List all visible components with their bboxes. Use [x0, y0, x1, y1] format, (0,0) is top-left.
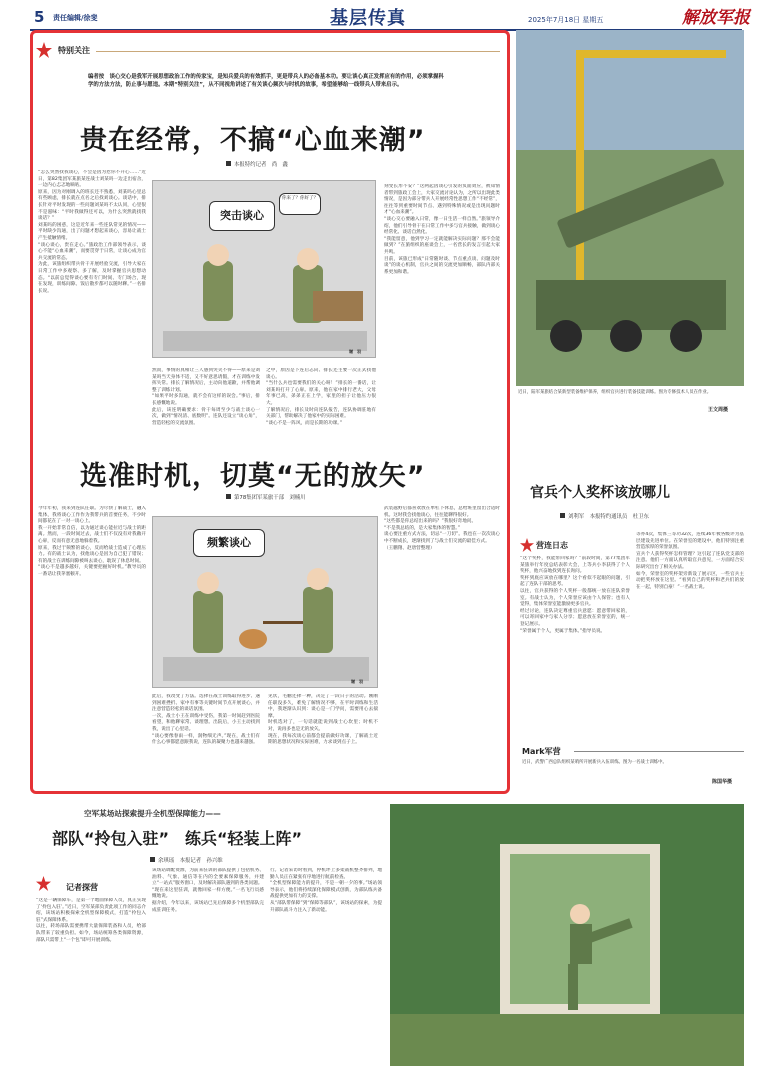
article2-col3: 见状，毛鹏还择一种，决定了一段日子的活动。刚刚任职没多久，难免了解情况不够，在平时训练和生活中，我逐渐认识到：谈心是一门学问，需要用心去揣摩。 时机选对了，一句话就能说到战士心坎里；时机不对，说再多也是无的放矢。 现在，我每次谈心前都会提前做好功课，了解战士近期的思想状况和实际困难，力求谈到点子上。: [268, 694, 378, 746]
article1-headline: 贵在经常，不搞“心血来潮”: [80, 125, 426, 156]
illus-speech-bubble: 突击谈心: [209, 201, 275, 231]
mark-credit: 陈国华摄: [712, 779, 733, 785]
right-article-col1: “这个奖杯，我能带回家吗？”前段时间，第77集团军某旅举行年度总结表彰大会，上等兵小李获得了个人奖杯，他兴奋地找到连长询问。 奖杯到底应该放在哪里？这个看似不起眼的问题，引起了连队干部的思考。 以往，官兵获得的个人奖杯一般都统一放在连队荣誉室。有战士认为，个人荣誉应该由个人保管；也有人觉得，集体荣誉室能激励更多官兵。 经过讨论，连队决定尊重官兵意愿：愿意带回家的，可以寄回家中与家人分享；愿意放在荣誉室的，统一登记展示。 “荣誉属于个人，更属于集体。”指导员说。: [520, 556, 630, 634]
bottom-byline: 余琪瑶 本报记者 孙兴维: [150, 856, 223, 864]
tag-rule: [96, 51, 500, 52]
article1-col1: “怎么突然找我谈心，不会是因为惹你不开心……”近日，第82集团军某旅某连战士刘某吗一边走出宿舍，一边内心忐忑地嘀咕。 原来，因为对刚调入的班长还不熟悉，刘某吗心里总有些顾虑，排长就在点名之后找刘谈心。谈话中，排长针对平时发现的一些问题刘某吗不太认同，心里很不是滋味：“平时我做得还可以，为什么突然就找我谈话？” 刘某吗的困惑，这是近年来一些连队常见的情况——平时缺少沟通，出了问题才想起来谈心，容易让战士产生抵触情绪。 “谈心谈心，贵在走心。”旅政治工作部领导表示，谈心不能“心血来潮”，而要贯穿于日常，让谈心成为官兵交流的常态。 为此，该旅组织带兵骨干开展经验交流，引导大家在日常工作中多观察、多了解，及时掌握官兵思想动态。“以前总觉得谈心要有专门时间、专门场合，现在发现，训练间隙、饭后散步都可以随时聊。”一名排长说。: [38, 170, 146, 294]
article1-illustration: [152, 180, 376, 358]
star-icon: [520, 538, 534, 552]
article1-col4: 刻变长形不安？”这两起因谈心引发的负面效应，被知情者带到旅政工会上，大家交流讨论认为，之所以出现此类情况，是因为部分带兵人开展经常性思想工作“不经常”，往往等到重要时间节点、遇到特殊情况或是出现问题时才“心血来潮”。 “谈心交心要融入日常，像一日生活一样自然。”旅领导介绍，他们引导骨干在日常工作中多与官兵接触，做到谈心经常化、谈话自然化。 “我能留意，他到学习一定就能解决实际问题？那不会能做到？”在旅组织的座谈会上，一名营长的发言引起大家共鸣。 目前，该旅已形成“日常随时谈、节点重点谈、问题及时谈”的谈心机制，官兵之间的交流更加顺畅，部队内部关系更加和谐。: [384, 184, 500, 275]
right-article-byline: 刘利军 本报特约通讯员 杜卫东: [560, 512, 649, 520]
equipment-photo-credit: 王文周摄: [708, 407, 729, 413]
bottom-col2: 该场站调配资源，为前来驻训的部队提供了包括机务、油料、气象、通信等在内的全要素保障服务，并建立“一站式”服务窗口，及时解决部队遇到的各类问题。 “现在来这里驻训，就像回家一样方便。”一名飞行员感慨地说。 据介绍，今年以来，该场站已先后保障多个机型部队完成驻训任务。: [152, 868, 264, 913]
mark-caption: 近日，武警广西总队组织某哨所开展新兵入伍训练。图为一名战士训练中。: [522, 760, 667, 765]
article2-headline: 选准时机，切莫“无的放矢”: [80, 461, 426, 492]
page-number: 5: [34, 8, 45, 26]
right-article-col2: 等亦4次，集体三等功32次，连续36年被各级评为基层建设先进单位。在荣誉室的建设中，他们特别注重营造浓厚的荣誉氛围。 宣兵个人获得奖杯怎样管理？这引起了连队党支部的注意。他们一方面认真听取官兵意见，一方面结合实际研究出台了相关办法。 如今，荣誉室的奖杯架旁新设了展示区，一些官兵主动把奖杯放在这里。“看到自己的奖杯和老兵们的放在一起，特别自豪！”一名战士说。: [636, 532, 744, 590]
article1-col2: 然而，事情的真相让三人感到哭笑不得——原来是刘某吗当天身体不适，又不好意思请假，才在训练中发挥失常。排长了解情况后，主动向他道歉，并帮他调整了训练计划。 “如果平时多沟通，就不会有这样的误会。”事后，排长感慨地说。 此后，该连明确要求：骨干每周至少与战士谈心一次，做到“情况清、底数明”。连队还设立“谈心角”，营造轻松的交流氛围。: [152, 368, 260, 426]
article2-col4: 武装越野后都喜欢放在单杠下休息，总给班里留出合适时机。这时我会找他谈心，往往能聊得很好。 “这些都是你总结出来的吗？”我很好奇地问。 “不是我总结的，是大家集体的智慧。” 谈心要注重方式方法，切忌“一刀切”。我也在一次次谈心中不断成长，逐渐找到了与战士们交流的最佳方式。 （王鹏翔、赵唐营整理）: [384, 506, 500, 551]
article1-byline: 本报特约记者 尚 鑫: [226, 160, 288, 168]
illus-credit-2: 谢 羽: [351, 679, 363, 684]
article1-col3: 之中，原因是下连后志向、排长还主要一次正式找他谈心。 “当什么兵也需要我们的关心呀！”排长的一番话，让刘某吗打开了心扉。原来，他在家中排行老大，父母年事已高，弟弟正在上学，家里的担子让他压力很大。 了解情况后，排长及时向连队报告，连队协调驻地有关部门，帮助解决了他家中的实际困难。 “谈心不是一阵风，而是长期的功课。”: [266, 368, 376, 426]
illus-speech-bubble-2: 频繁谈心: [193, 529, 265, 557]
editor-line: 责任编辑/徐斐: [53, 14, 98, 22]
article2-col1: 今年年初，我来到连队任职。为尽快了解战士，融入集体，我将谈心工作作为我带兵的首要任务，不少时间都花在了一对一谈心上。 我一开始非常自信，以为通过谈心能拉近与战士的距离。然而，一段时间过去，战士们不仅没有对我敞开心扉，反而有意无意地躲着我。 原来，我过于频繁的谈心，反而给战士造成了心理压力。有的战士认为，找他谈心是因为自己犯了错误；有的战士在训练间隙被叫去谈心，耽误了休息时间。 “谈心不是越多越好，关键要把握好时机。”教导员的一番话让我茅塞顿开。: [38, 506, 146, 577]
article2-illustration: [152, 516, 378, 688]
illus-credit: 谢 羽: [349, 349, 361, 354]
feature-tag: 特别关注: [58, 46, 90, 55]
newspaper-logo: 解放军报: [682, 8, 750, 28]
cartoon-guitar-icon: [163, 561, 369, 681]
bottom-col1: “这是一辆保障车，是第一个地面保障人员，真正实现了‘拎包入驻’。”近日，空军某部负责此项工作的同志介绍，该场站积极探索全机型保障模式，打造“拎包入驻”式保障体系。 以往，转场部队需要携带大量保障装备和人员，给部队带来了较重负担。如今，场站统筹各类保障资源，部队只需带上“一个包”即可开展训练。: [36, 898, 146, 943]
issue-date: 2025年7月18日 星期五: [528, 16, 604, 24]
equipment-photo: [516, 30, 744, 386]
star-icon: [36, 876, 51, 891]
mark-rule: [574, 751, 744, 752]
soldier-kick-icon: [390, 804, 744, 1066]
right-article-tag: 营连日志: [536, 541, 568, 550]
page-title: 基层传真: [330, 8, 406, 29]
illus-small-bubble: 你来了？你好了？: [279, 193, 321, 215]
right-article-headline: 官兵个人奖杯该放哪儿: [530, 485, 670, 501]
cartoon-soldiers-icon: [163, 241, 367, 351]
bottom-col3: 行。记者采访时看到，停机坪上多架战机整齐排列，地勤人员正在紧张有序地进行航前检查。 “全机型保障能力的提升，不是一朝一夕的事。”场站领导表示，他们将持续深化保障模式创新，为部队练兵备战提供更加有力的支撑。 从“部队带保障”到“保障等部队”，该场站的探索，为提升部队战斗力注入了新动能。: [270, 868, 382, 913]
article2-col2: 此后，我改变了方法。选择在战士训练取得进步、遇到困难挫折、家中有事等关键时间节点开展谈心，并注意营造轻松的谈话氛围。 一次，战士小王在训练中受伤，我第一时间赶到医院看望，和他聊家常、谈理想。出院后，小王主动找到我，说出了心里话。 “谈心要像春雨一样，润物细无声。”现在，战士们有什么心事都愿意跟我说，连队的凝聚力也越来越强。: [152, 694, 260, 746]
mark-section-label: Mark军营: [522, 747, 561, 756]
article2-byline: 第78集团军某旅干部 刘楠川: [226, 493, 306, 501]
bottom-kicker: 空军某场站探索提升全机型保障能力——: [84, 809, 221, 818]
editor-note: 编者按 谈心交心是我军开展思想政治工作的传家宝，是知兵爱兵的有效抓手，更是带兵人的必备基本功。要让谈心真正发挥应有的作用，必须掌握科学的方法方法，防止事与愿违。本期“特别关注”，从不同视角讲述了有关谈心频次与时机的故事，希望能够给一线带兵人带来启示。: [88, 74, 444, 88]
equipment-photo-caption: 近日，陆军某旅结合某新型装备维护保养，组织官兵进行装备技能训练。图为专修技术人员在作业。: [518, 390, 712, 395]
bottom-headline: 部队“拎包入驻” 练兵“轻装上阵”: [52, 829, 303, 848]
star-icon: [36, 42, 52, 58]
bottom-tag: 记者探营: [66, 883, 98, 892]
missile-vehicle-icon: [516, 30, 744, 386]
training-photo: [390, 804, 744, 1066]
